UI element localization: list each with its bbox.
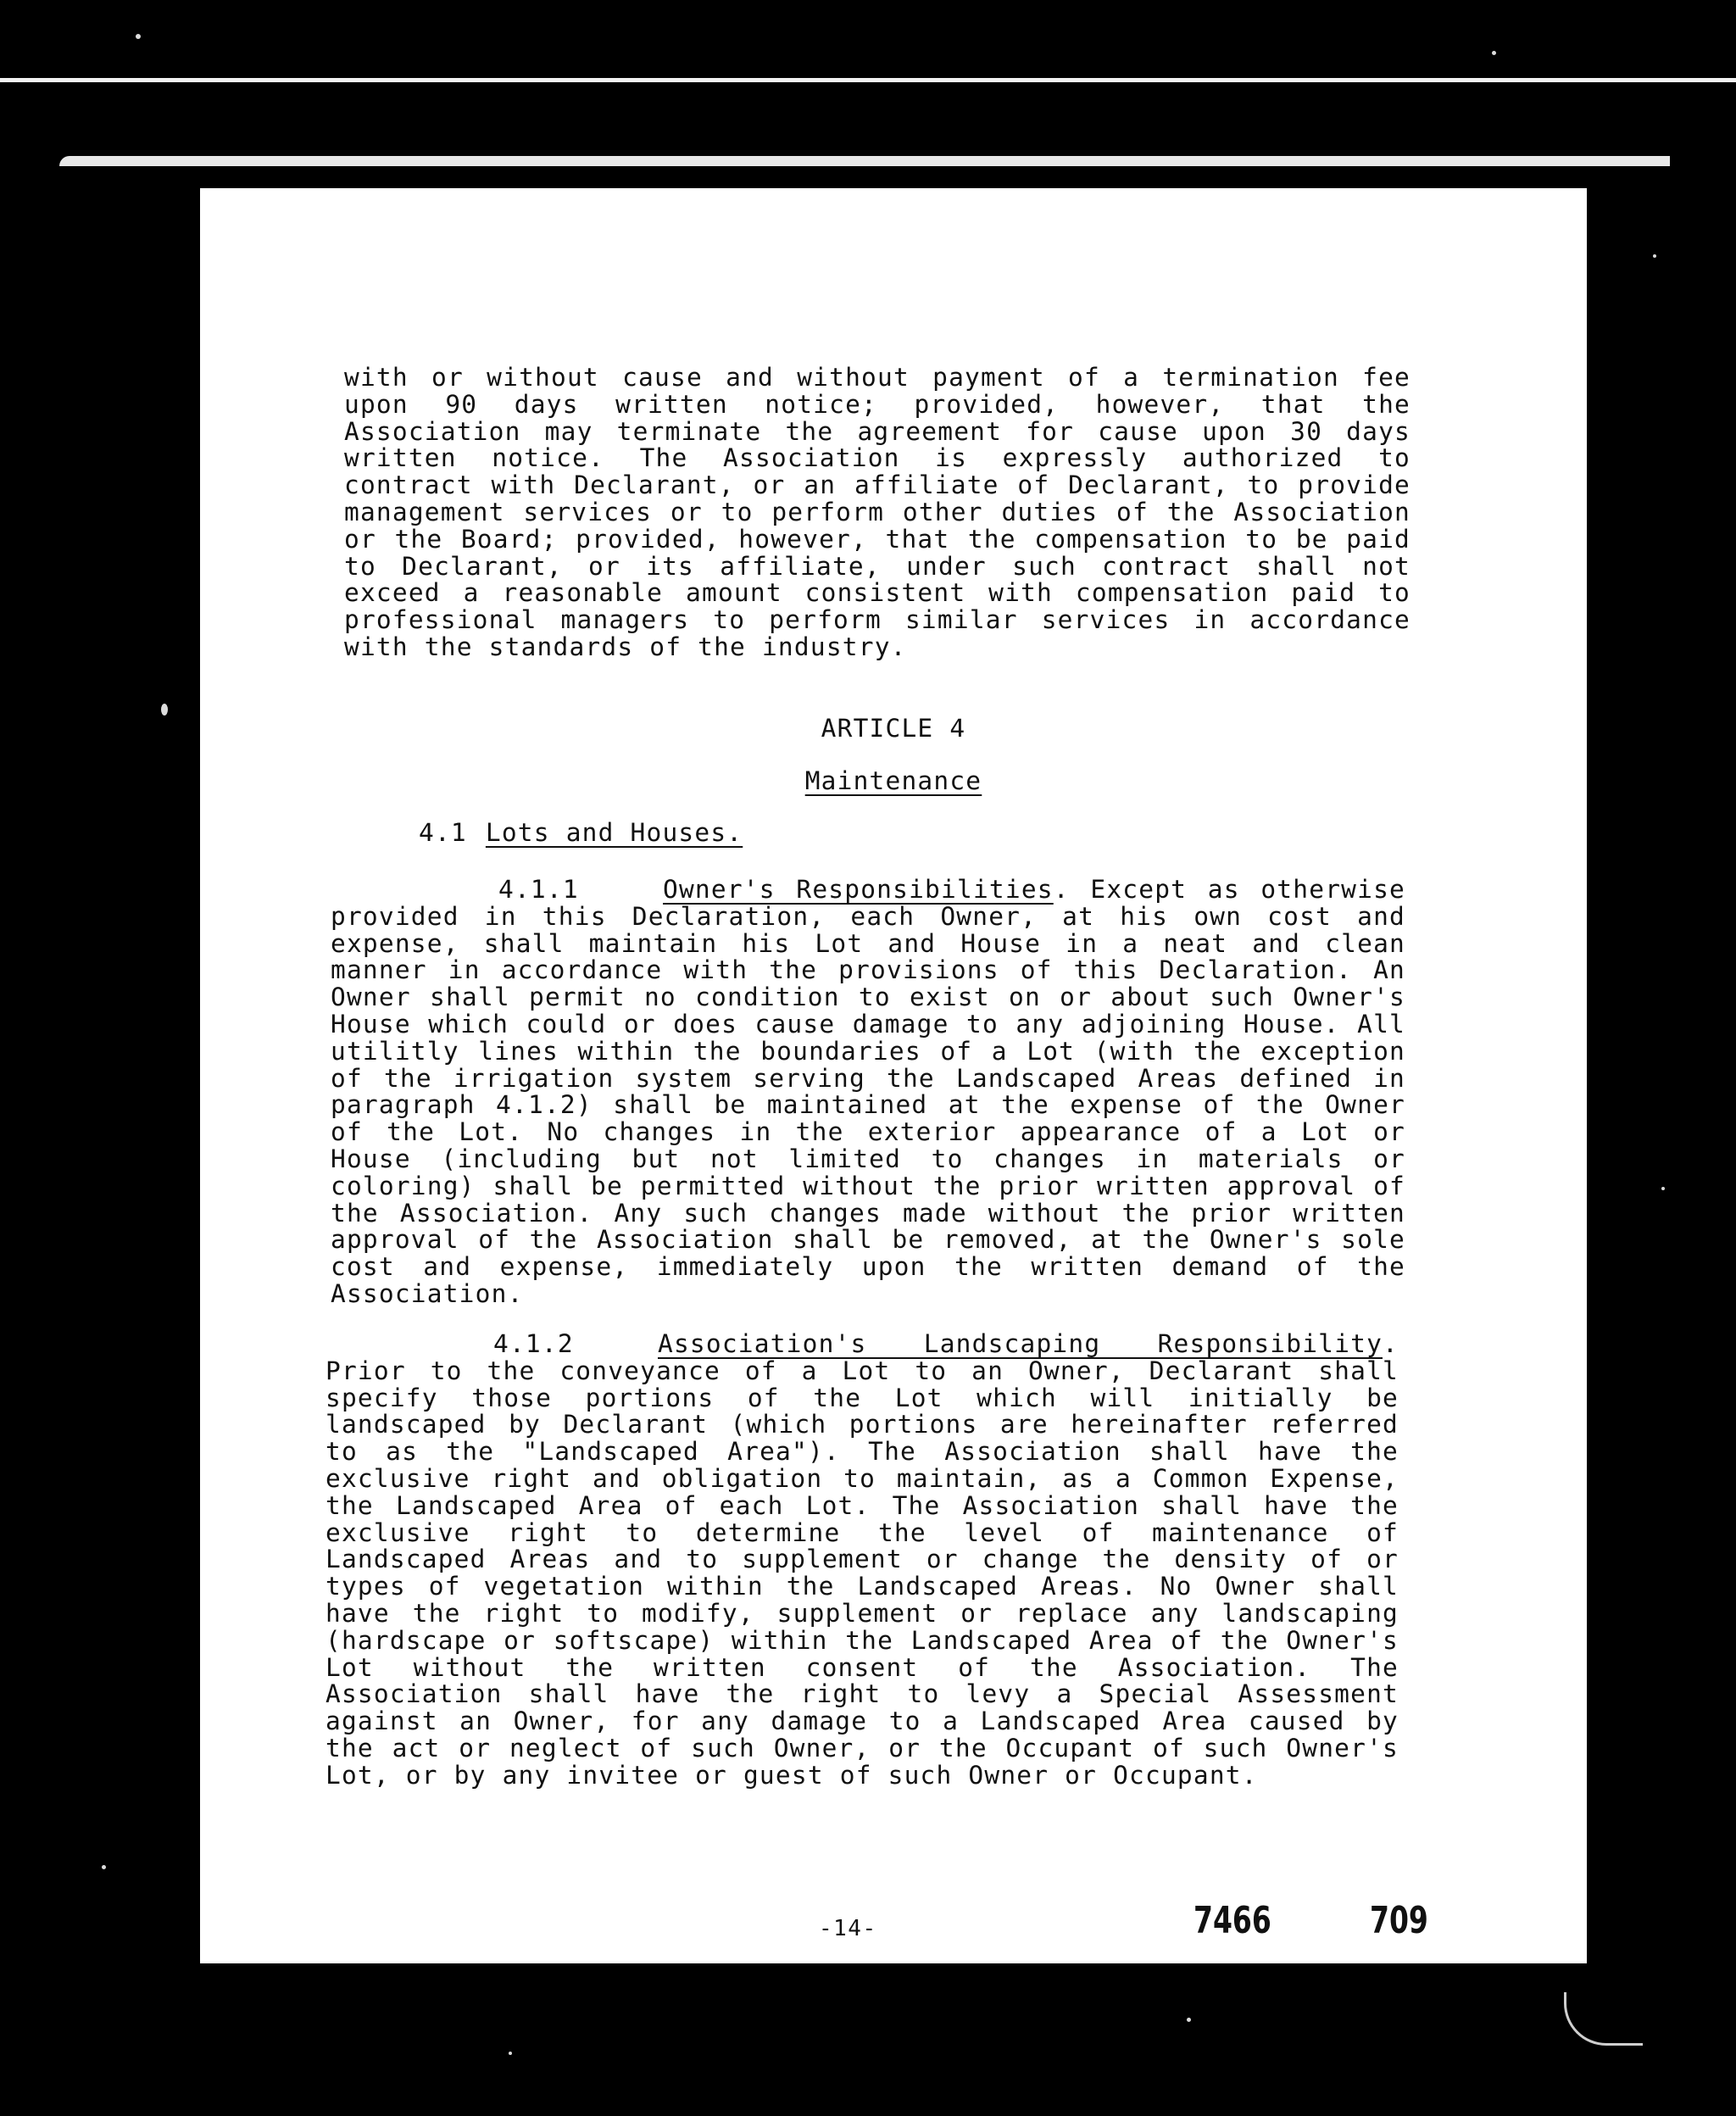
subsection-number: 4.1.1 (498, 875, 579, 904)
section-heading (419, 818, 743, 847)
section-number: 4.1 (419, 818, 467, 847)
subsection-title: Association's Landscaping Responsibility (658, 1329, 1383, 1358)
scan-border-line (0, 78, 1736, 82)
subsection-association-landscaping (326, 1331, 1399, 1790)
section-title: Lots and Houses. (485, 818, 743, 847)
continued-paragraph: with or without cause and without payment of a termination fee upon 90 days written notice; provided, however, that the Association may terminate the agreement for cause upon 30 days written notice. The Association is expressly authorized to contract with Declarant, or an affiliate of Declarant, to provide management services or to perform other duties of the Association or the Board; provided, however, that the compensation to be paid to Declarant, or its affiliate, under such contract shall not exceed a reasonable amount consistent with compensation paid to professional managers to perform similar services in accordance with the standards of the industry. (344, 363, 1410, 661)
scan-noise (1653, 254, 1656, 258)
scan-noise (1187, 2018, 1191, 2022)
subsection-title: Owner's Responsibilities (663, 875, 1054, 904)
scan-noise (136, 34, 141, 39)
scan-artifact-mark (1564, 1992, 1643, 2046)
scan-page-edge (59, 156, 1670, 166)
subsection-body: . Prior to the conveyance of a Lot to an Owner, Declarant shall specify those portions of the Lot which will initially be landscaped by Declarant (which portions are hereinafter referred to as the "Landscaped Area"). The Association shall have the exclusive right and obligation to maintain, as a Common Expense, the Landscaped Area of each Lot. The Association shall have the exclusive right to determine the level of maintenance of Landscaped Areas and to supplement or change the density of or types of vegetation within the Landscaped Areas. No Owner shall have the right to modify, supplement or replace any landscaping (hardscape or softscape) within the Landscaped Area of the Owner's Lot without the written consent of the Association. The Association shall have the right to levy a Special Assessment against an Owner, for any damage to a Landscaped Area caused by the act or neglect of such Owner, or the Occupant of such Owner's Lot, or by any invitee or guest of such Owner or Occupant. (326, 1329, 1399, 1790)
recording-book-number: 7466 (1194, 1899, 1271, 1942)
subsection-body: . Except as otherwise provided in this Declaration, each Owner, at his own cost and expense, shall maintain his Lot and House in a neat and clean manner in accordance with the provisions of this Declaration. An Owner shall permit no condition to exist on or about such Owner's House which could or does cause damage to any adjoining House. All utilitly lines within the boundaries of a Lot (with the exception of the irrigation system serving the Landscaped Areas defined in paragraph 4.1.2) shall be maintained at the expense of the Owner of the Lot. No changes in the exterior appearance of a Lot or House (including but not limited to changes in materials or coloring) shall be permitted without the prior written approval of the Association. Any such changes made without the prior written approval of the Association shall be removed, at the Owner's sole cost and expense, immediately upon the written demand of the Association. (331, 875, 1405, 1308)
scan-noise (509, 2052, 512, 2055)
scan-noise (1492, 51, 1496, 55)
article-heading: ARTICLE 4 (821, 714, 966, 743)
article-title: Maintenance (804, 766, 982, 795)
subsection-number: 4.1.2 (493, 1329, 574, 1358)
recording-page-number: 709 (1370, 1899, 1428, 1942)
scan-noise (1661, 1187, 1665, 1190)
scan-noise (161, 704, 168, 716)
document-page (200, 188, 1587, 1963)
subsection-owner-responsibilities (331, 877, 1405, 1308)
page-number: -14- (819, 1916, 877, 1941)
scan-noise (102, 1865, 106, 1869)
